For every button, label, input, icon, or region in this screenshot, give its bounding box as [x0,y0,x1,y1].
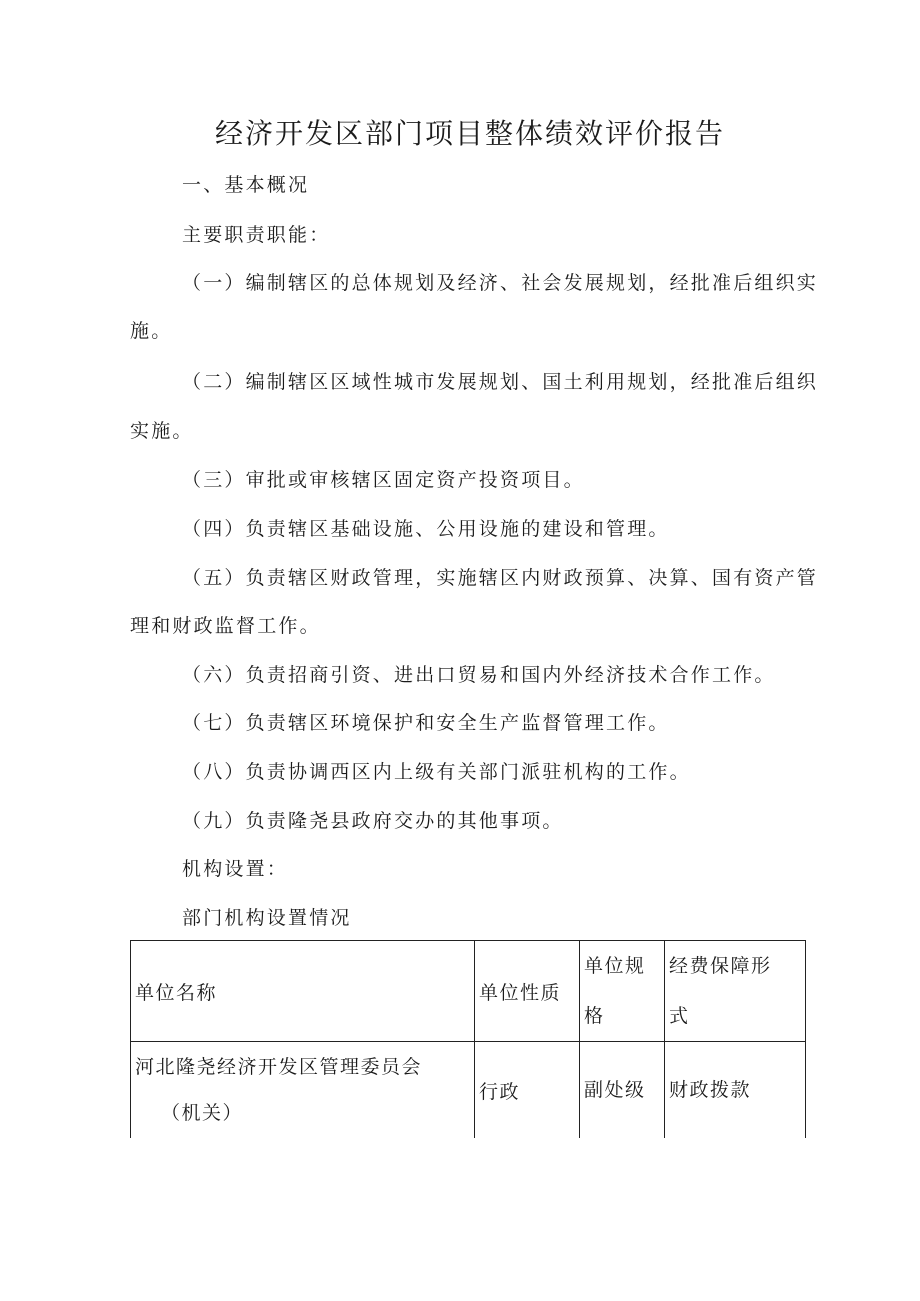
duty-item-6: （六）负责招商引资、进出口贸易和国内外经济技术合作工作。 [182,664,776,686]
table-caption: 部门机构设置情况 [182,907,352,929]
unit-name-line2: （机关） [161,1102,244,1124]
cell-unit-nature: 行政 [475,1042,580,1139]
duty-item-8: （八）负责协调西区内上级有关部门派驻机构的工作。 [182,761,691,783]
header-funding [665,941,806,1042]
duty-item-5-cont: 理和财政监督工作。 [130,615,321,637]
document-title: 经济开发区部门项目整体绩效评价报告 [214,117,725,150]
header-unit-level-l2: 格 [584,1005,605,1027]
table-row [131,1042,806,1139]
header-funding-l1: 经费保障形 [669,955,772,977]
duty-item-2-cont: 实施。 [130,420,194,442]
duty-item-2: （二）编制辖区区域性城市发展规划、国土利用规划，经批准后组织 [182,371,819,393]
unit-name-line1: 河北隆尧经济开发区管理委员会 [135,1056,423,1078]
duty-item-7: （七）负责辖区环境保护和安全生产监督管理工作。 [182,712,670,734]
duty-item-1: （一）编制辖区的总体规划及经济、社会发展规划，经批准后组织实 [182,272,819,294]
header-unit-level-l1: 单位规 [584,955,646,977]
header-unit-level [580,941,665,1042]
duty-item-9: （九）负责隆尧县政府交办的其他事项。 [182,810,564,832]
cell-funding: 财政拨款 [665,1042,806,1139]
table-header-row [131,941,806,1042]
section-heading: 一、基本概况 [182,174,310,196]
org-table [130,940,806,1138]
org-heading: 机构设置： [182,858,289,880]
duty-item-1-cont: 施。 [130,320,173,342]
duty-item-4: （四）负责辖区基础设施、公用设施的建设和管理。 [182,518,670,540]
header-unit-name: 单位名称 [131,941,475,1042]
header-funding-l2: 式 [669,1005,690,1027]
duties-heading: 主要职责职能： [182,224,331,246]
duty-item-5: （五）负责辖区财政管理，实施辖区内财政预算、决算、国有资产管 [182,567,819,589]
cell-unit-level: 副处级 [580,1042,665,1139]
duty-item-3: （三）审批或审核辖区固定资产投资项目。 [182,469,585,491]
header-unit-nature: 单位性质 [475,941,580,1042]
cell-unit-name [131,1042,475,1139]
